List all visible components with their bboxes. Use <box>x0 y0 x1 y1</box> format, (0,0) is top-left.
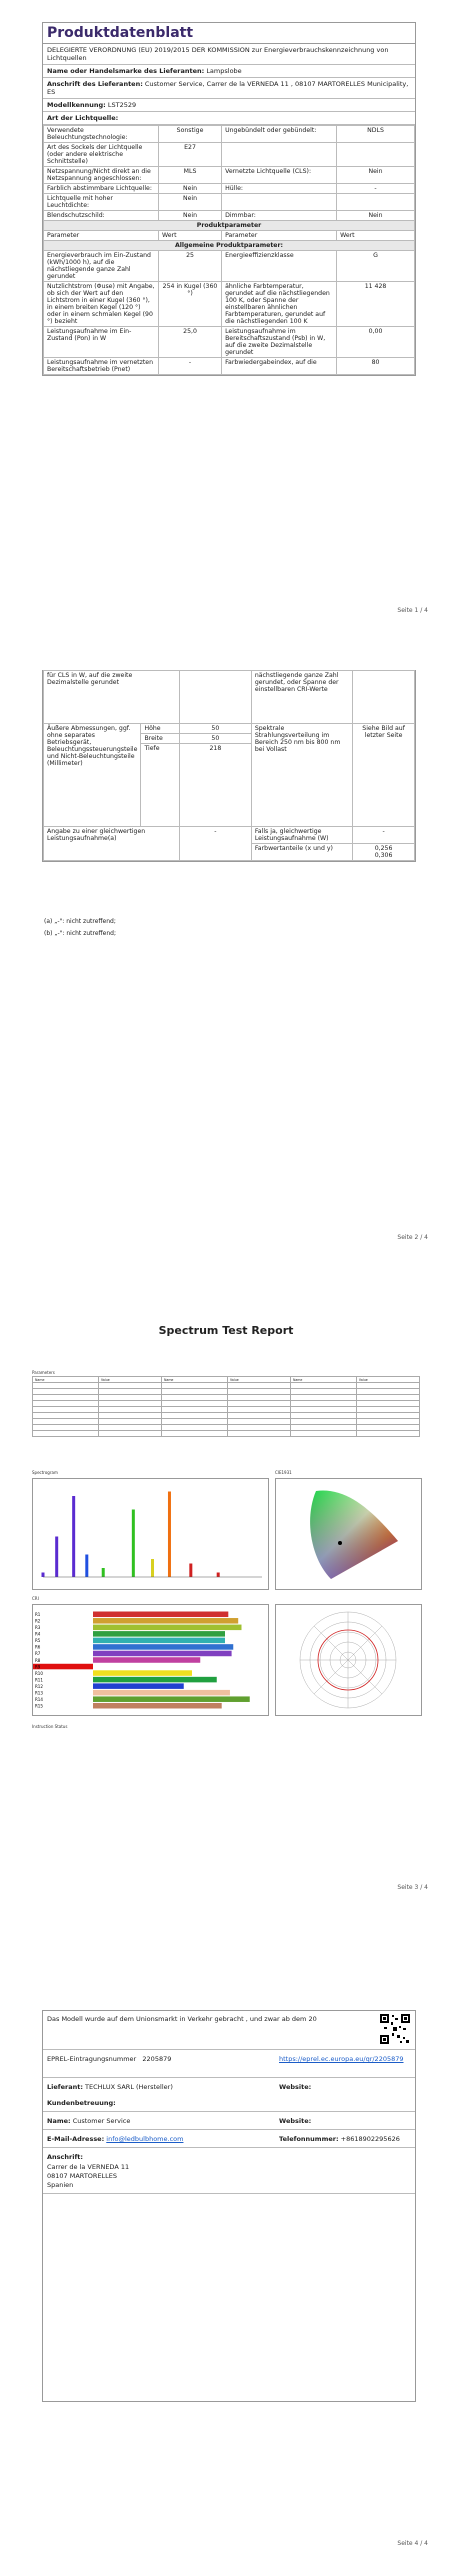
cell <box>33 1431 99 1437</box>
page-4 <box>0 1940 452 2560</box>
cell: Leistungsaufnahme im Ein-Zustand (Pon) in W <box>44 327 159 358</box>
address-row <box>43 78 415 99</box>
cell: - <box>179 827 251 861</box>
cri-tick-label: R12 <box>35 1683 43 1689</box>
cri-tick-label: R1 <box>35 1612 41 1618</box>
eprel-label: EPREL-Eintragungsnummer <box>47 2055 137 2063</box>
cell: G <box>337 251 415 282</box>
spectrum-peak <box>102 1568 105 1577</box>
table-row <box>44 724 415 734</box>
cri-bar <box>93 1644 233 1650</box>
cri-tick-label: R6 <box>35 1644 41 1650</box>
table-row <box>44 251 415 282</box>
contact-name-value: Customer Service <box>72 2117 131 2125</box>
address-line: 08107 MARTORELLES <box>47 2172 118 2180</box>
cell: 0,00 <box>337 327 415 358</box>
table-header-row <box>44 231 415 241</box>
address-line: Spanien <box>47 2181 74 2189</box>
cell <box>227 1431 290 1437</box>
cell: Nein <box>159 211 222 221</box>
cell: Nutzlichtstrom (Φuse) mit Angabe, ob sich der Wert auf den Lichtstrom in einer Kugel (360 °), in einem breiten Kegel (120 °) oder in einem schmalen Kegel (90 °) bezieht <box>44 282 159 327</box>
website2-label: Website: <box>279 2117 312 2125</box>
light-type-heading: Art der Lichtquelle: <box>43 112 415 125</box>
eprel-row <box>47 2055 171 2063</box>
section-header <box>44 221 415 231</box>
spectrum-peak <box>42 1573 45 1578</box>
phone-value: +8618902295626 <box>340 2135 400 2143</box>
cri-bar <box>93 1651 232 1657</box>
page-1 <box>0 0 452 622</box>
cri-bar <box>93 1631 225 1637</box>
cell: Tiefe <box>141 744 179 827</box>
email-row <box>47 2135 183 2143</box>
cell: NDLS <box>337 126 415 143</box>
table-row <box>33 1431 420 1437</box>
cell <box>222 194 337 211</box>
cell: - <box>159 358 222 375</box>
cie-label: CIE1931 <box>275 1470 292 1475</box>
supplier-row <box>47 2083 173 2091</box>
datasheet-table <box>42 22 416 376</box>
table-row <box>44 194 415 211</box>
regulation-text: DELEGIERTE VERORDNUNG (EU) 2019/2015 DER KOMMISSION zur Energieverbrauchskennzeichnung von Lichtquellen <box>43 44 415 65</box>
section-title: Allgemeine Produktparameter: <box>44 241 415 251</box>
address-line: Carrer de la VERNEDA 11 <box>47 2163 130 2171</box>
cri-bar <box>93 1670 192 1676</box>
dimensions-label: Äußere Abmessungen, ggf. ohne separates Betriebsgerät, Beleuchtungssteuerungsteile und Nicht-Beleuchtungsteile (Millimeter) <box>44 724 141 827</box>
header-cell: Name <box>161 1377 227 1383</box>
cell: Sonstige <box>159 126 222 143</box>
cell: Höhe <box>141 724 179 734</box>
spectrum-peak <box>55 1537 58 1578</box>
cri-bar <box>93 1657 200 1663</box>
cell: Netzspannung/Nicht direkt an die Netzspannung angeschlossen: <box>44 167 159 184</box>
cell <box>337 194 415 211</box>
cell: 218 <box>179 744 251 827</box>
phone-label: Telefonnummer: <box>279 2135 339 2143</box>
cell <box>161 1431 227 1437</box>
contact-name-row <box>47 2117 130 2125</box>
table-row <box>44 211 415 221</box>
polar-diagram-box <box>275 1604 422 1716</box>
eprel-value: 2205879 <box>142 2055 172 2063</box>
cri-bar <box>93 1690 230 1696</box>
header-cell: Name <box>33 1377 99 1383</box>
polar-diagram <box>276 1605 421 1715</box>
cell: Leistungsaufnahme im vernetzten Bereitschaftsbetrieb (Pnet) <box>44 358 159 375</box>
cri-tick-label: R8 <box>35 1657 41 1663</box>
cell: für CLS in W, auf die zweite Dezimalstelle gerundet <box>44 671 180 724</box>
header-cell: Name <box>290 1377 356 1383</box>
cell: Spektrale Strahlungsverteilung im Bereich 250 nm bis 800 nm bei Vollast <box>251 724 352 827</box>
table-row <box>44 184 415 194</box>
cri-bar <box>93 1618 238 1624</box>
cell: Lichtquelle mit hoher Leuchtdichte: <box>44 194 159 211</box>
cell: Blendschutzschild: <box>44 211 159 221</box>
page-3 <box>0 1290 452 1900</box>
continued-table <box>43 670 415 861</box>
cri-tick-label: R4 <box>35 1631 41 1637</box>
cell: Hülle: <box>222 184 337 194</box>
cri-tick-label: R13 <box>35 1690 43 1696</box>
cell: 50 <box>179 734 251 744</box>
cell: Angabe zu einer gleichwertigen Leistungsaufnahme(a) <box>44 827 180 861</box>
header-cell: Wert <box>159 231 222 241</box>
table-row <box>44 167 415 184</box>
cell: Falls ja, gleichwertige Leistungsaufnahme (W) <box>251 827 352 844</box>
table-row <box>44 671 415 724</box>
cell <box>356 1431 419 1437</box>
cell: Nein <box>159 194 222 211</box>
cell: ähnliche Farbtemperatur, gerundet auf die nächstliegenden 100 K, oder Spanne der einstellbaren ähnlichen Farbtemperaturen, gerundet auf die nächstliegenden 100 K <box>222 282 337 327</box>
spectrum-peak <box>168 1492 171 1578</box>
supplier-name-value: Lampslobe <box>206 67 242 75</box>
cell: MLS <box>159 167 222 184</box>
model-value: LST2529 <box>107 101 137 109</box>
email-label: E-Mail-Adresse: <box>47 2135 105 2143</box>
section-title: Produktparameter <box>44 221 415 231</box>
website-label: Website: <box>279 2083 312 2091</box>
table-row <box>44 827 415 844</box>
cri-tick-label: R11 <box>35 1677 43 1683</box>
header-cell: Parameter <box>44 231 159 241</box>
eprel-link[interactable]: https://eprel.ec.europa.eu/qr/2205879 <box>279 2055 404 2063</box>
header-cell: Value <box>227 1377 290 1383</box>
cri-label: CRI <box>32 1596 39 1601</box>
market-intro-text: Das Modell wurde auf dem Unionsmarkt in Verkehr gebracht , und zwar ab dem 20 <box>47 2015 317 2023</box>
cri-bar <box>93 1638 225 1644</box>
email-link[interactable]: info@ledbulbhome.com <box>106 2135 184 2143</box>
header-cell: Wert <box>337 231 415 241</box>
spectrum-peak <box>132 1510 135 1578</box>
spectrum-report <box>20 1306 432 1866</box>
table-row <box>44 327 415 358</box>
cri-tick-label: R5 <box>35 1638 41 1644</box>
spectrum-peak <box>151 1559 154 1577</box>
cell: Energieeffizienzklasse <box>222 251 337 282</box>
cell: Verwendete Beleuchtungstechnologie: <box>44 126 159 143</box>
page-number: Seite 1 / 4 <box>397 607 428 614</box>
cell: E27 <box>159 143 222 167</box>
cell: - <box>353 827 415 844</box>
supplier-name-label: Name oder Handelsmarke des Lieferanten: <box>47 67 205 75</box>
light-type-table <box>43 125 415 375</box>
cri-tick-label: R15 <box>35 1703 43 1709</box>
cie-diagram <box>276 1479 421 1589</box>
supplier-label: Lieferant: <box>47 2083 83 2091</box>
section-header <box>44 241 415 251</box>
cri-bar <box>93 1677 217 1683</box>
cri-bar <box>93 1696 250 1702</box>
parameters-table <box>32 1376 420 1437</box>
cri-bar <box>93 1625 242 1631</box>
cri-tick-label: R7 <box>35 1651 41 1657</box>
cell: 80 <box>337 358 415 375</box>
cell: Siehe Bild auf letzter Seite <box>353 724 415 827</box>
spectrum-peak <box>189 1564 192 1578</box>
cri-chart-box <box>32 1604 269 1716</box>
cell <box>337 143 415 167</box>
spectrum-peak <box>72 1496 75 1577</box>
cell <box>98 1431 161 1437</box>
address-value: Customer Service, Carrer de la VERNEDA 11 , 08107 MARTORELLES Municipality, ES <box>47 80 409 96</box>
cell: Nein <box>337 167 415 184</box>
model-row <box>43 99 415 112</box>
page-number: Seite 3 / 4 <box>397 1884 428 1891</box>
spectrum-peak <box>217 1573 220 1578</box>
cell: Nein <box>337 211 415 221</box>
model-label: Modellkennung: <box>47 101 106 109</box>
support-label: Kundenbetreuung: <box>47 2099 116 2107</box>
report-title: Spectrum Test Report <box>158 1324 294 1337</box>
cri-tick-label: R3 <box>35 1625 41 1631</box>
cri-tick-label: R2 <box>35 1618 41 1624</box>
datasheet-continued <box>42 670 416 862</box>
address-label: Anschrift des Lieferanten: <box>47 80 143 88</box>
cell: 0,256 0,306 <box>353 844 415 861</box>
cell: Farblich abstimmbare Lichtquelle: <box>44 184 159 194</box>
page-number: Seite 4 / 4 <box>397 2540 428 2547</box>
footnote-b: (b) „-": nicht zutreffend; <box>44 930 116 937</box>
cell <box>290 1431 356 1437</box>
cell: Farbwiedergabeindex, auf die <box>222 358 337 375</box>
cell: Vernetzte Lichtquelle (CLS): <box>222 167 337 184</box>
spectrum-peak <box>85 1555 88 1578</box>
supplier-name-row <box>43 65 415 78</box>
header-cell: Value <box>356 1377 419 1383</box>
chromaticity-point <box>338 1541 342 1545</box>
cell: 11 428 <box>337 282 415 327</box>
cell: 254 in Kugel (360 °) <box>159 282 222 327</box>
header-cell: Parameter <box>222 231 337 241</box>
cri-tick-label: R14 <box>35 1696 43 1702</box>
cri-bar <box>93 1703 222 1709</box>
table-row <box>44 282 415 327</box>
instruction-status: Instruction Status <box>32 1724 68 1729</box>
parameters-label: Parameters <box>32 1370 55 1375</box>
cell: 25 <box>159 251 222 282</box>
cell: Energieverbrauch im Ein-Zustand (kWh/1000 h), auf die nächstliegende ganze Zahl gerundet <box>44 251 159 282</box>
phone-row <box>279 2135 400 2143</box>
spectrogram-chart <box>33 1479 268 1589</box>
cri-bar <box>93 1683 184 1689</box>
cri-tick-label: R9 <box>35 1664 41 1670</box>
table-row <box>44 143 415 167</box>
spectrogram-box <box>32 1478 269 1590</box>
cell: Farbwertanteile (x und y) <box>251 844 352 861</box>
cell: Ungebündelt oder gebündelt: <box>222 126 337 143</box>
cell: - <box>337 184 415 194</box>
cri-bar <box>33 1664 93 1670</box>
cell: 50 <box>179 724 251 734</box>
cri-chart <box>33 1605 268 1715</box>
page-2 <box>0 640 452 1250</box>
cell: nächstliegende ganze Zahl gerundet, oder Spanne der einstellbaren CRI-Werte <box>251 671 352 724</box>
cell: Dimmbar: <box>222 211 337 221</box>
qr-code-icon <box>379 2013 411 2045</box>
cri-bar <box>93 1612 228 1618</box>
cie-gamut-shade <box>310 1491 398 1579</box>
cell <box>179 671 251 724</box>
address-label: Anschrift: <box>47 2153 83 2161</box>
cie-diagram-box <box>275 1478 422 1590</box>
cell <box>222 143 337 167</box>
table-row <box>44 126 415 143</box>
cell: 25,0 <box>159 327 222 358</box>
header-cell: Value <box>98 1377 161 1383</box>
cell <box>353 671 415 724</box>
contact-name-label: Name: <box>47 2117 71 2125</box>
supplier-value: TECHLUX SARL (Hersteller) <box>85 2083 173 2091</box>
cell: Breite <box>141 734 179 744</box>
cell: Leistungsaufnahme im Bereitschaftszustand (Psb) in W, auf die zweite Dezimalstelle gerundet <box>222 327 337 358</box>
eprel-info-table <box>42 2010 416 2402</box>
cell: Nein <box>159 184 222 194</box>
cell: Art des Sockels der Lichtquelle (oder andere elektrische Schnittstelle) <box>44 143 159 167</box>
table-row <box>44 358 415 375</box>
spectrogram-label: Spectrogram <box>32 1470 58 1475</box>
document-title: Produktdatenblatt <box>43 23 415 44</box>
footnote-a: (a) „-": nicht zutreffend; <box>44 918 116 925</box>
page-number: Seite 2 / 4 <box>397 1234 428 1241</box>
cri-tick-label: R10 <box>35 1670 43 1676</box>
